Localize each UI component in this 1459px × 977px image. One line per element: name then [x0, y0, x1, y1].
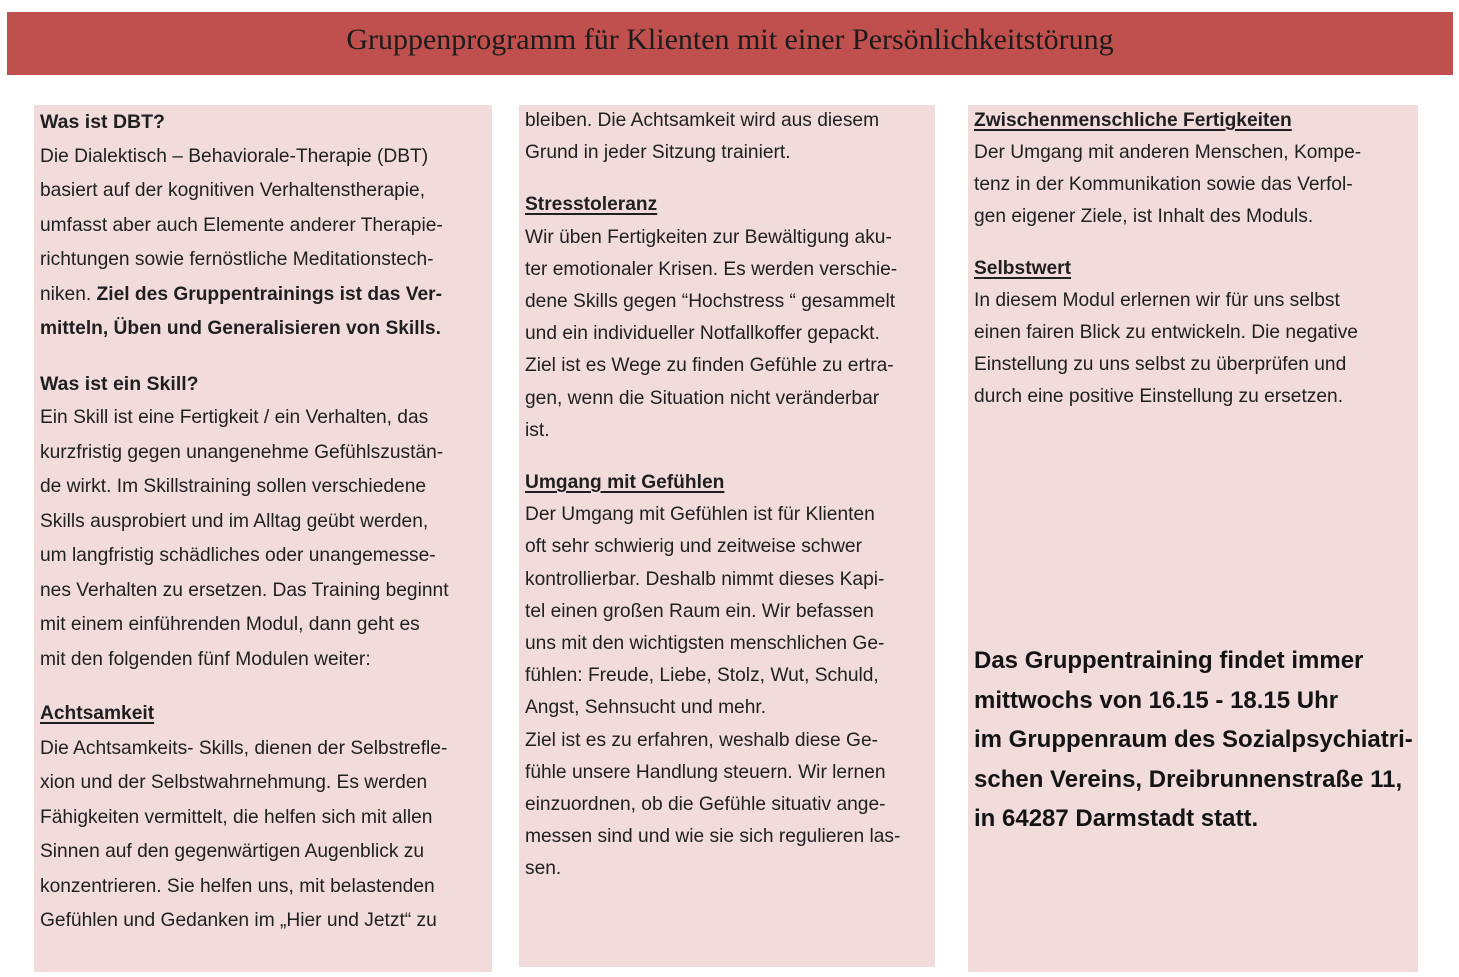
spacer: [525, 447, 929, 467]
notice-line: im Gruppenraum des Sozialpsychiatri-: [974, 726, 1413, 753]
text-line: Die Achtsamkeits- Skills, dienen der Selbstrefle-: [40, 737, 448, 759]
bold-goal-text: mitteln, Üben und Generalisieren von Skills.: [40, 318, 441, 339]
text-line: Skills ausprobiert und im Alltag geübt werden,: [40, 510, 429, 532]
spacer: [40, 347, 486, 367]
text-line: Ziel ist es Wege zu finden Gefühle zu ertra-: [525, 355, 894, 377]
text-line: uns mit den wichtigsten menschlichen Ge-: [525, 633, 885, 655]
section-heading-mindfulness: Achtsamkeit: [40, 703, 155, 724]
text-line: richtungen sowie fernöstliche Meditationstech-: [40, 249, 434, 270]
text-line: und ein individueller Notfallkoffer gepackt.: [525, 323, 880, 345]
text-line: fühle unsere Handlung steuern. Wir lernen: [525, 761, 886, 783]
text-line: Der Umgang mit anderen Menschen, Kompe-: [974, 142, 1362, 163]
text-line: fühlen: Freude, Liebe, Stolz, Wut, Schuld,: [525, 665, 879, 687]
text-line: [40, 312, 486, 347]
notice-line: Das Gruppentraining findet immer: [974, 647, 1364, 674]
text-line: tenz in der Kommunikation sowie das Verfol-: [974, 174, 1353, 195]
text-line: tel einen großen Raum ein. Wir befassen: [525, 600, 874, 622]
text-line: messen sind und wie sie sich regulieren las-: [525, 826, 901, 848]
spacer: [974, 233, 1412, 253]
spacer: [40, 677, 486, 697]
section-heading-stress-tolerance: Stresstoleranz: [525, 194, 658, 216]
schedule-notice: [974, 641, 1413, 839]
text-line: dene Skills gegen “Hochstress “ gesammelt: [525, 291, 896, 313]
spacer: [525, 169, 929, 189]
page-title: Gruppenprogramm für Klienten mit einer Persönlichkeitstörung: [346, 22, 1114, 56]
text-line: mit den folgenden fünf Modulen weiter:: [40, 648, 371, 670]
section-heading-emotions: Umgang mit Gefühlen: [525, 472, 725, 494]
text-line: umfasst aber auch Elemente anderer Therapie-: [40, 214, 443, 236]
text-line: kurzfristig gegen unangenehme Gefühlszustän-: [40, 441, 444, 463]
text-line: basiert auf der kognitiven Verhaltenstherapie,: [40, 180, 426, 201]
notice-line: in 64287 Darmstadt statt.: [974, 805, 1259, 832]
text-line: Einstellung zu uns selbst zu überprüfen und: [974, 354, 1347, 375]
section-heading-what-is-skill: Was ist ein Skill?: [40, 372, 199, 395]
text-line: einzuordnen, ob die Gefühle situativ ange-: [525, 794, 886, 816]
bold-goal-text: Ziel des Gruppentrainings ist das Ver-: [96, 283, 443, 305]
text-line: einen fairen Blick zu entwickeln. Die negative: [974, 322, 1358, 343]
notice-line: schen Vereins, Dreibrunnenstraße 11,: [974, 765, 1403, 793]
notice-line: mittwochs von 16.15 - 18.15 Uhr: [974, 686, 1339, 714]
text-line: oft sehr schwierig und zeitweise schwer: [525, 536, 862, 558]
text-line: xion und der Selbstwahrnehmung. Es werden: [40, 772, 428, 793]
column-middle: [519, 105, 935, 967]
section-heading-self-worth: Selbstwert: [974, 258, 1072, 279]
column-right: [968, 105, 1418, 972]
text-line: Grund in jeder Sitzung trainiert.: [525, 142, 791, 164]
text-line: mit einem einführenden Modul, dann geht es: [40, 614, 420, 635]
text-line: de wirkt. Im Skillstraining sollen verschiedene: [40, 476, 427, 497]
text-line: sen.: [525, 858, 562, 880]
title-banner: [7, 12, 1453, 75]
text-line: nes Verhalten zu ersetzen. Das Training beginnt: [40, 579, 449, 601]
text-span: niken.: [40, 283, 97, 305]
section-heading-what-is-dbt: Was ist DBT?: [40, 111, 165, 133]
section-heading-interpersonal-skills: Zwischenmenschliche Fertigkeiten: [974, 110, 1292, 131]
text-line: In diesem Modul erlernen wir für uns selbst: [974, 290, 1340, 311]
text-line: Die Dialektisch – Behaviorale-Therapie (DBT): [40, 145, 429, 167]
text-line: Der Umgang mit Gefühlen ist für Klienten: [525, 504, 875, 526]
text-line: ist.: [525, 419, 550, 441]
text-line: [40, 278, 486, 313]
text-line: kontrollierbar. Deshalb nimmt dieses Kapi-: [525, 568, 885, 590]
text-line: Sinnen auf den gegenwärtigen Augenblick zu: [40, 841, 425, 862]
text-line: gen, wenn die Situation nicht veränderbar: [525, 387, 880, 409]
text-line: Wir üben Fertigkeiten zur Bewältigung aku-: [525, 226, 892, 248]
text-line: Ein Skill ist eine Fertigkeit / ein Verhalten, das: [40, 407, 429, 428]
text-line: bleiben. Die Achtsamkeit wird aus diesem: [525, 110, 880, 131]
text-line: Fähigkeiten vermittelt, die helfen sich mit allen: [40, 806, 433, 828]
text-line: durch eine positive Einstellung zu ersetzen.: [974, 386, 1344, 407]
text-line: gen eigener Ziele, ist Inhalt des Moduls.: [974, 206, 1314, 227]
text-line: um langfristig schädliches oder unangemesse-: [40, 545, 436, 566]
text-line: Ziel ist es zu erfahren, weshalb diese Ge-: [525, 729, 879, 751]
text-line: Gefühlen und Gedanken im „Hier und Jetzt“ zu: [40, 910, 437, 931]
column-left: [34, 105, 492, 972]
text-line: konzentrieren. Sie helfen uns, mit belastenden: [40, 875, 435, 897]
text-line: ter emotionaler Krisen. Es werden verschie-: [525, 258, 898, 280]
text-line: Angst, Sehnsucht und mehr.: [525, 697, 767, 719]
